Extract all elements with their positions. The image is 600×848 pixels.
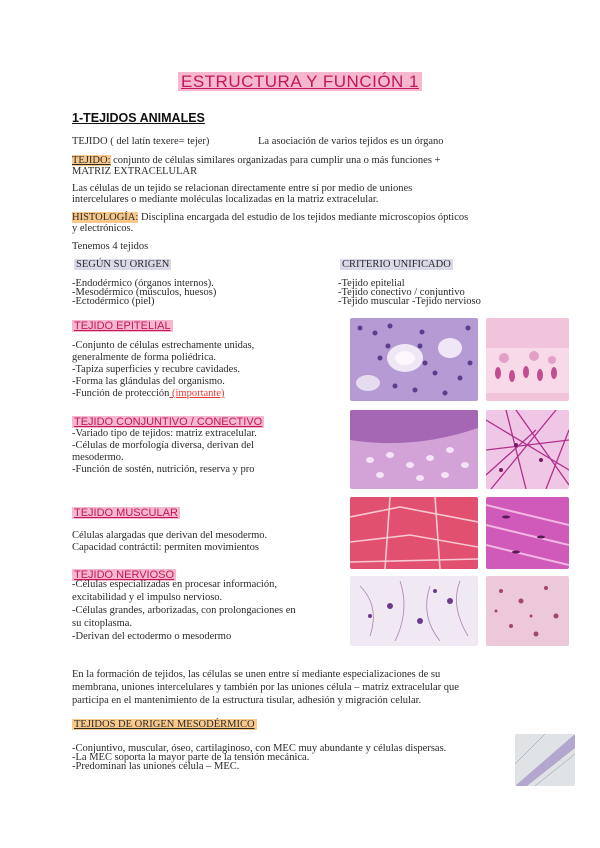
formacion-line: participa en el mantenimiento de la estructura tisular, adhesión y migración celular. — [72, 695, 422, 706]
connective-fibers-image — [486, 410, 569, 489]
epitelial-line: -Tapiza superficies y recubre cavidades. — [72, 364, 241, 375]
epithelial-tissue-image — [350, 318, 478, 401]
nervioso-title: TEJIDO NERVIOSO — [74, 569, 175, 581]
origen-item: -Endodérmico (órganos internos). — [72, 278, 214, 289]
epitelial-line: -Forma las glándulas del organismo. — [72, 376, 225, 387]
connective-tissue-image — [350, 410, 478, 489]
nervioso-line: -Células especializadas en procesar información, — [72, 579, 277, 590]
epitelial-line: generalmente de forma poliédrica. — [72, 352, 217, 363]
epitelial-line: -Función de protección (importante) — [72, 388, 225, 399]
section-heading: 1-TEJIDOS ANIMALES — [72, 111, 205, 125]
histologia-definition-2: y electrónicos. — [72, 223, 134, 234]
formacion-line: membrana, uniones intercelulares y también por las uniones célula – matriz extracelular que — [72, 682, 459, 693]
origen-header: SEGÚN SU ORIGEN — [76, 259, 170, 270]
nervous-cells-image — [486, 576, 569, 646]
muscular-line: Capacidad contráctil: permiten movimientos — [72, 542, 259, 553]
mesodermico-line: -Conjuntivo, muscular, óseo, cartilaginoso, con MEC muy abundante y células dispersas. — [72, 743, 447, 754]
criterio-item: -Tejido muscular -Tejido nervioso — [338, 296, 481, 307]
mesodermico-line: -La MEC soporta la mayor parte de la tensión mecánica. — [72, 752, 310, 763]
histologia-definition: HISTOLOGÍA: Disciplina encargada del estudio de los tejidos mediante microscopios ópticos — [72, 212, 469, 223]
tejido-definition: TEJIDO: conjunto de células similares organizadas para cumplir una o más funciones + — [72, 155, 441, 166]
criterio-item: -Tejido epitelial — [338, 278, 405, 289]
mesodermal-tissue-image — [515, 734, 575, 786]
conjuntivo-line: mesodermo. — [72, 452, 124, 463]
tejido-etymology: TEJIDO ( del latín texere= tejer) — [72, 136, 210, 147]
epitelial-line: -Conjunto de células estrechamente unidas, — [72, 340, 255, 351]
nervioso-line: su citoplasma. — [72, 618, 133, 629]
epitelial-title: TEJIDO EPITELIAL — [74, 320, 171, 332]
formacion-line: En la formación de tejidos, las células se unen entre sí mediante especializaciones de su — [72, 669, 441, 680]
nervioso-line: -Derivan del ectodermo o mesodermo — [72, 631, 232, 642]
relation-text-2: intercelulares o mediante moléculas localizadas en la matriz extracelular. — [72, 194, 379, 205]
conjuntivo-title: TEJIDO CONJUNTIVO / CONECTIVO — [74, 416, 263, 428]
conjuntivo-line: -Función de sostén, nutrición, reserva y pro — [72, 464, 255, 475]
nervioso-line: -Células grandes, arborizadas, con prolongaciones en — [72, 605, 296, 616]
tejido-definition-2: MATRIZ EXTRACELULAR — [72, 166, 198, 177]
tenemos-text: Tenemos 4 tejidos — [72, 241, 149, 252]
conjuntivo-line: -Células de morfología diversa, derivan del — [72, 440, 254, 451]
page-title: ESTRUCTURA Y FUNCIÓN 1 — [0, 72, 600, 92]
origen-item: -Ectodérmico (piel) — [72, 296, 155, 307]
muscle-tissue-image — [350, 497, 478, 569]
relation-text-1: Las células de un tejido se relacionan directamente entre sí por medio de uniones — [72, 183, 413, 194]
organo-note: La asociación de varios tejidos es un órgano — [258, 136, 444, 147]
conjuntivo-line: -Variado tipo de tejidos: matriz extracelular. — [72, 428, 257, 439]
nervioso-line: excitabilidad y el impulso nervioso. — [72, 592, 223, 603]
criterio-item: -Tejido conectivo / conjuntivo — [338, 287, 465, 298]
criterio-header: CRITERIO UNIFICADO — [342, 259, 451, 270]
mesodermico-title: TEJIDOS DE ORIGEN MESODÉRMICO — [74, 719, 255, 730]
origen-item: -Mesodérmico (músculos, huesos) — [72, 287, 217, 298]
mesodermico-line: -Predominan las uniones célula – MEC. — [72, 761, 240, 772]
epithelial-cells-image — [486, 318, 569, 401]
nervous-tissue-image — [350, 576, 478, 646]
muscular-line: Células alargadas que derivan del mesodermo. — [72, 530, 268, 541]
muscle-fibers-image — [486, 497, 569, 569]
muscular-title: TEJIDO MUSCULAR — [74, 507, 178, 519]
